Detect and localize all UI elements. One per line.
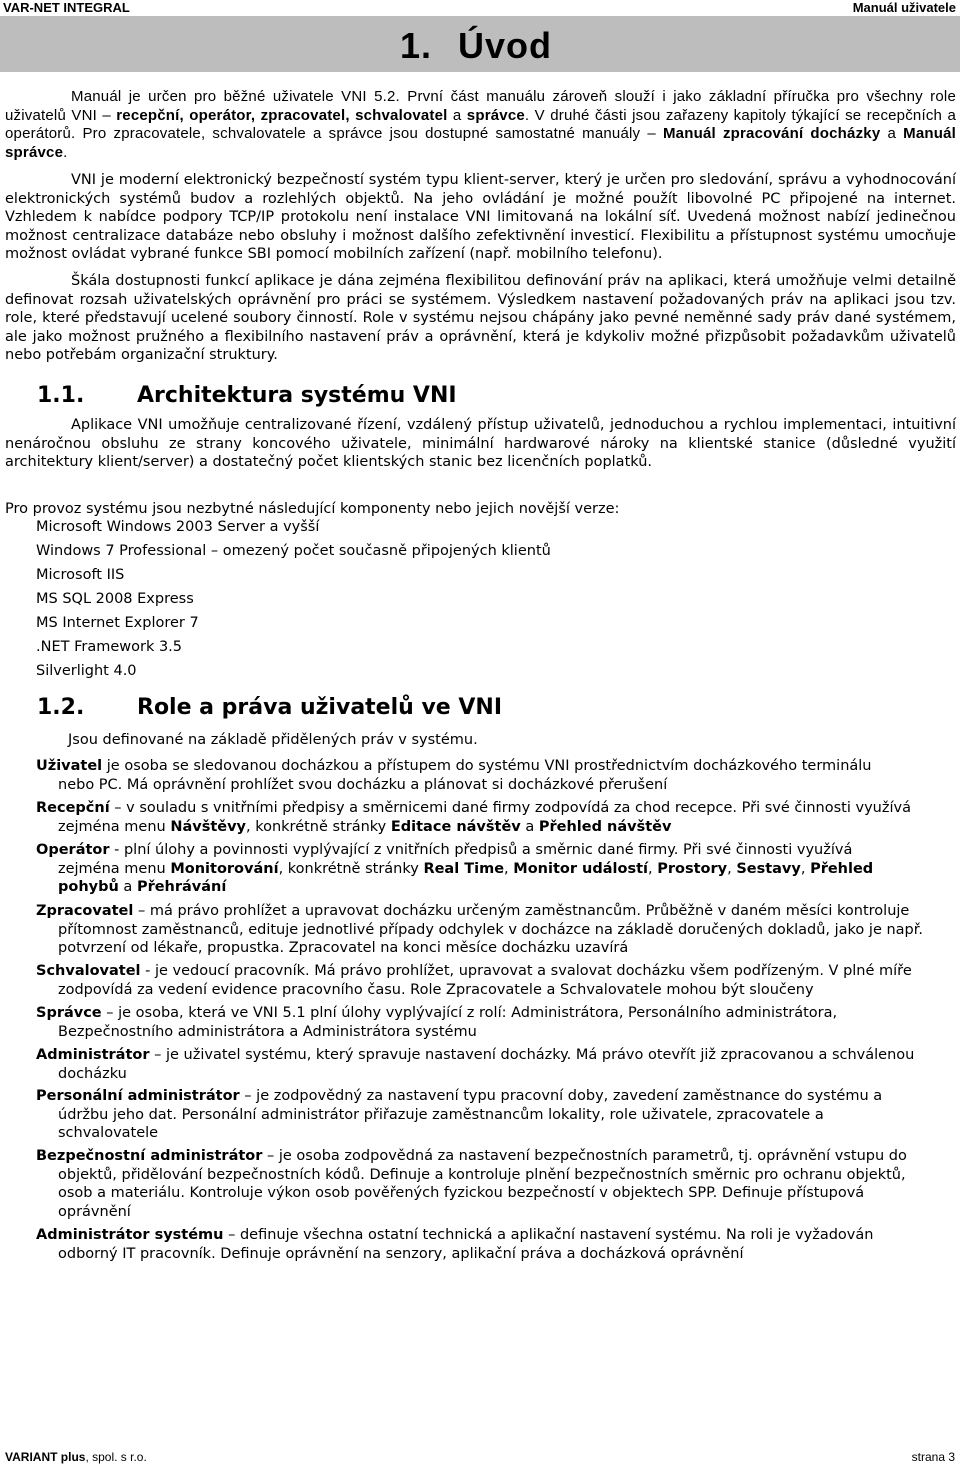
header-product: VAR-NET INTEGRAL: [3, 0, 130, 15]
list-item: MS Internet Explorer 7: [36, 615, 199, 631]
list-item: Microsoft Windows 2003 Server a vyšší: [36, 519, 320, 535]
header-manual: Manuál uživatele: [852, 0, 956, 15]
section-heading-role: 1.2. Role a práva uživatelů ve VNI: [37, 695, 503, 720]
intro-paragraph: Manuál je určen pro běžné uživatele VNI 5.2. První část manuálu zároveň slouží i jako základní příručka pro všechny role uživatelů VNI – recepční, operátor, zpracovatel, schvalovatel a správce. V druhé části jsou zařazeny kapitoly týkající se recepčních a operátorů. Pro zpracovatele, schvalovatele a správce jsou dostupné samostatné manuály – Manuál zpracování docházky a Manuál správce.: [5, 88, 956, 161]
vni-paragraph: VNI je moderní elektronický bezpečností systém typu klient-server, který je určen pro sledování, správu a vyhodnocování elektronických systémů budov a rozlehlých objektů. Na jeho ovládání je možné použít libovolné PC připojené na internet. Vzhledem k nabídce podpory TCP/IP protokolu není instalace VNI limitovaná na lokální síť. Uvedená možnost nabízí jedinečnou možnost centralizace databáze nebo obsluhy i možnost dalšího zefektivnění investicí. Flexibilitu a přístupnost systému umocňuje možnost ovládat vybrané funkce SBI pomocí mobilních zařízení (např. mobilního telefonu).: [5, 172, 956, 262]
list-item: MS SQL 2008 Express: [36, 591, 194, 607]
chapter-title: 1. Úvod: [400, 25, 553, 66]
page-header: [0, 0, 960, 14]
role-recepcni: Recepční – v souladu s vnitřními předpisy a směrnicemi dané firmy zodpovídá za chod recepce. Při své činnosti využívá zejména menu Návštěvy, konkrétně stránky Editace návštěv a Přehled návštěv: [36, 800, 911, 835]
list-item: Windows 7 Professional – omezený počet současně připojených klientů: [36, 543, 551, 559]
role-administrator: Administrátor – je uživatel systému, který spravuje nastavení docházky. Má právo otevřít již zpracovanou a schválenou docházku: [36, 1047, 915, 1082]
components-intro: Pro provoz systému jsou nezbytné následující komponenty nebo jejich novější verze:: [5, 501, 620, 517]
role-schvalovatel: Schvalovatel - je vedoucí pracovník. Má právo prohlížet, upravovat a svalovat docházku všem podřízeným. V plné míře zodpovídá za vedení evidence pracovního času. Role Zpracovatele a Schvalovatele mohou být sloučeny: [36, 963, 912, 998]
role-spravce: Správce – je osoba, která ve VNI 5.1 plní úlohy vyplývající z rolí: Administrátora, Personálního administrátora, Bezpečnostního administrátora a Administrátora systému: [36, 1005, 838, 1040]
role-zpracovatel: Zpracovatel – má právo prohlížet a upravovat docházku určeným zaměstnancům. Průběžně v daném měsíci kontroluje přítomnost zaměstnanců, edituje jednotlivé případy odchylek v docházce na základě doručených dokladů, jako je např. potvrzení od lékaře, propustka. Zpracovatel na konci měsíce docházku uzavírá: [36, 903, 923, 956]
role-bezpecnostni-administrator: Bezpečnostní administrátor – je osoba zodpovědná za nastavení bezpečnostních parametrů, tj. oprávnění vstupu do objektů, přidělování bezpečnostních kódů. Definuje a kontroluje plnění bezpečnostních směrnic pro ochranu objektů, osob a materiálu. Kontroluje výkon osob pověřených fyzickou bezpečností v objektech SPP. Definuje přístupová oprávnění: [36, 1148, 907, 1220]
role-personalni-administrator: Personální administrátor – je zodpovědný za nastavení typu pracovní doby, zavedení zaměstnance do systému a údržbu jeho dat. Personální administrátor přiřazuje zaměstnancům lokality, role uživatele, zpracovatele a schvalovatele: [36, 1088, 883, 1141]
footer-page-number: strana 3: [911, 1450, 955, 1464]
chapter-band: [0, 16, 960, 72]
role-uzivatel: Uživatel je osoba se sledovanou docházkou a přístupem do systému VNI prostřednictvím docházkového terminálu nebo PC. Má oprávnění prohlížet svou docházku a plánovat si docházkové přerušení: [36, 758, 872, 793]
components-list: [36, 518, 551, 686]
skala-paragraph: Škála dostupnosti funkcí aplikace je dána zejména flexibilitou definování práv na aplikaci, která umožňuje velmi detailně definovat rozsah uživatelských oprávnění pro práci se systémem. Výsledkem nastavení požadovaných práv na aplikaci jsou tzv. role, které představují ucelené soubory činností. Role v systému nejsou chápány jako pevné neměnné sady práv dané systémem, ale jako možnost pružného a flexibilního nastavení práv a oprávnění, která je kdykoliv možné přizpůsobit požadavkům uživatelů nebo potřebám organizační struktury.: [5, 273, 956, 363]
role-intro: Jsou definované na základě přidělených práv v systému.: [68, 732, 478, 748]
section-heading-architektura: 1.1. Architektura systému VNI: [37, 383, 457, 408]
role-operator: Operátor - plní úlohy a povinnosti vyplývající z vnitřních předpisů a směrnic dané firmy. Při své činnosti využívá zejména menu Monitorování, konkrétně stránky Real Time, Monitor událostí, Prostory, Sestavy, Přehled pohybů a Přehrávání: [36, 842, 874, 895]
list-item: .NET Framework 3.5: [36, 639, 183, 655]
role-administrator-systemu: Administrátor systému – definuje všechna ostatní technická a aplikační nastavení systému. Na roli je vyžadován odborný IT pracovník. Definuje oprávnění na senzory, aplikační práva a docházková oprávnění: [36, 1227, 874, 1262]
architektura-paragraph: Aplikace VNI umožňuje centralizované řízení, vzdálený přístup uživatelů, jednoduchou a rychlou implementaci, intuitivní nenáročnou obsluhu ze strany koncového uživatele, minimální hardwarové nároky na klientské stanice (důsledné využití architektury klient/server) a dostatečný počet klientských stanic bez licenčních poplatků.: [5, 417, 956, 470]
list-item: Silverlight 4.0: [36, 663, 137, 679]
list-item: Microsoft IIS: [36, 567, 125, 583]
footer-company: VARIANT plus, spol. s r.o.: [5, 1450, 147, 1464]
